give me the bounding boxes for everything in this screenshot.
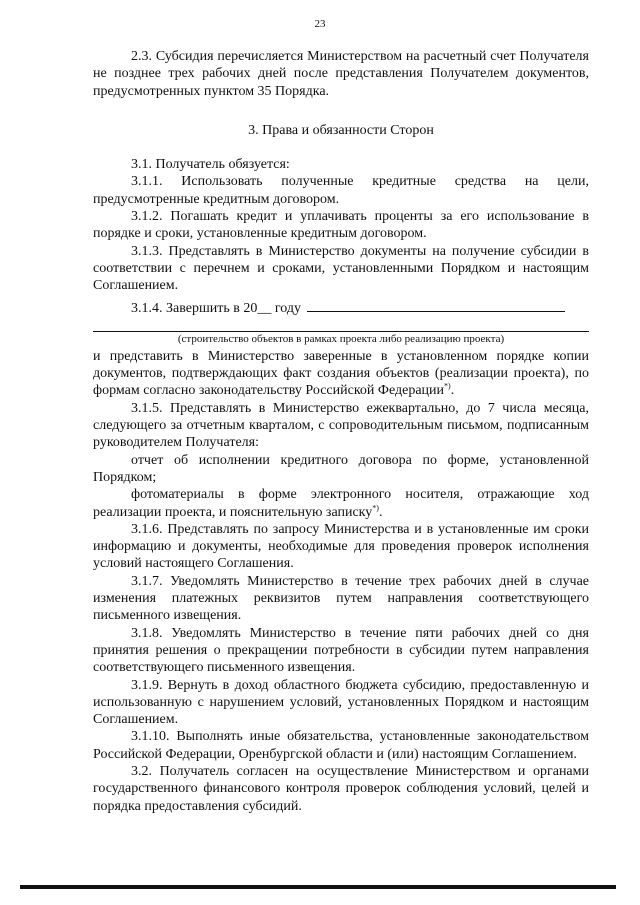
document-body: [93, 48, 589, 815]
paragraph-3-1-7: 3.1.7. Уведомлять Министерство в течение трех рабочих дней в случае изменения платежных реквизитов путем направления соответствующего письменного извещения.: [93, 573, 589, 624]
paragraph-photo: фотоматериалы в форме электронного носителя, отражающие ход реализации проекта, и пояснительную записку*).: [93, 487, 589, 520]
paragraph-2-3: 2.3. Субсидия перечисляется Министерством на расчетный счет Получателя не позднее трех рабочих дней после представления Получателем документов, предусмотренных пунктом 35 Порядка.: [93, 49, 589, 99]
paragraph-3-1-4-text: 3.1.4. Завершить в 20__ году: [131, 300, 301, 316]
paragraph-3-1-1: 3.1.1. Использовать полученные кредитные средства на цели, предусмотренные кредитным договором.: [93, 174, 589, 207]
footnote-mark-2: *): [372, 502, 379, 512]
paragraph-3-1-3: 3.1.3. Представлять в Министерство документы на получение субсидии в соответствии с перечнем и сроками, установленными Порядком и настоящим Соглашением.: [93, 243, 589, 294]
paragraph-report: отчет об исполнении кредитного договора по форме, установленной Порядком;: [93, 452, 589, 485]
paragraph-3-1-10: 3.1.10. Выполнять иные обязательства, установленные законодательством Российской Федерации, Оренбургской области и (или) настоящим Соглашением.: [93, 729, 589, 762]
fill-in-full-line: [93, 318, 589, 332]
fill-in-line: [307, 299, 565, 312]
paragraph-3-1-9: 3.1.9. Вернуть в доход областного бюджета субсидию, предоставленную и использованную с нарушением условий, установленных Порядком и настоящим Соглашением.: [93, 677, 589, 728]
paragraph-3-1-5: 3.1.5. Представлять в Министерство ежеквартально, до 7 числа месяца, следующего за отчетным кварталом, с сопроводительным письмом, подписанным руководителем Получателя:: [93, 400, 589, 451]
paragraph-3-1-6: 3.1.6. Представлять по запросу Министерства и в установленные им сроки информацию и документы, необходимые для проведения проверок исполнения условий настоящего Соглашения.: [93, 521, 589, 572]
paragraph-3-1-8: 3.1.8. Уведомлять Министерство в течение пяти рабочих дней со дня принятия решения о прекращении потребности в субсидии путем направления соответствующего письменного извещения.: [93, 625, 589, 676]
paragraph-3-1-4: [93, 299, 589, 317]
paragraph-3-2: 3.2. Получатель согласен на осуществление Министерством и органами государственного финансового контроля проверок соблюдения условий, целей и порядка предоставления субсидий.: [93, 763, 589, 814]
paragraph-photo-text: фотоматериалы в форме электронного носителя, отражающие ход реализации проекта, и пояснительную записку: [93, 487, 589, 520]
paragraph-3-1: 3.1. Получатель обязуется:: [131, 157, 290, 173]
bottom-scan-rule: [20, 885, 616, 889]
section-title: 3. Права и обязанности Сторон: [248, 122, 434, 138]
page-number: 23: [314, 18, 326, 30]
paragraph-3-1-4-continued-text: и представить в Министерство заверенные в установленном порядке копии документов, подтверждающих факт создания объектов (реализации проекта), по формам согласно законодательству Российской Федерации: [93, 348, 589, 399]
fill-in-caption: (строительство объектов в рамках проекта либо реализацию проекта): [177, 332, 505, 345]
footnote-mark: *): [444, 381, 451, 391]
paragraph-3-1-4-continued: и представить в Министерство заверенные в установленном порядке копии документов, подтверждающих факт создания объектов (реализации проекта), по формам согласно законодательству Российской Федерации*).: [93, 348, 589, 399]
paragraph-3-1-2: 3.1.2. Погашать кредит и уплачивать проценты за его использование в порядке и сроки, установленные кредитным договором.: [93, 209, 589, 242]
